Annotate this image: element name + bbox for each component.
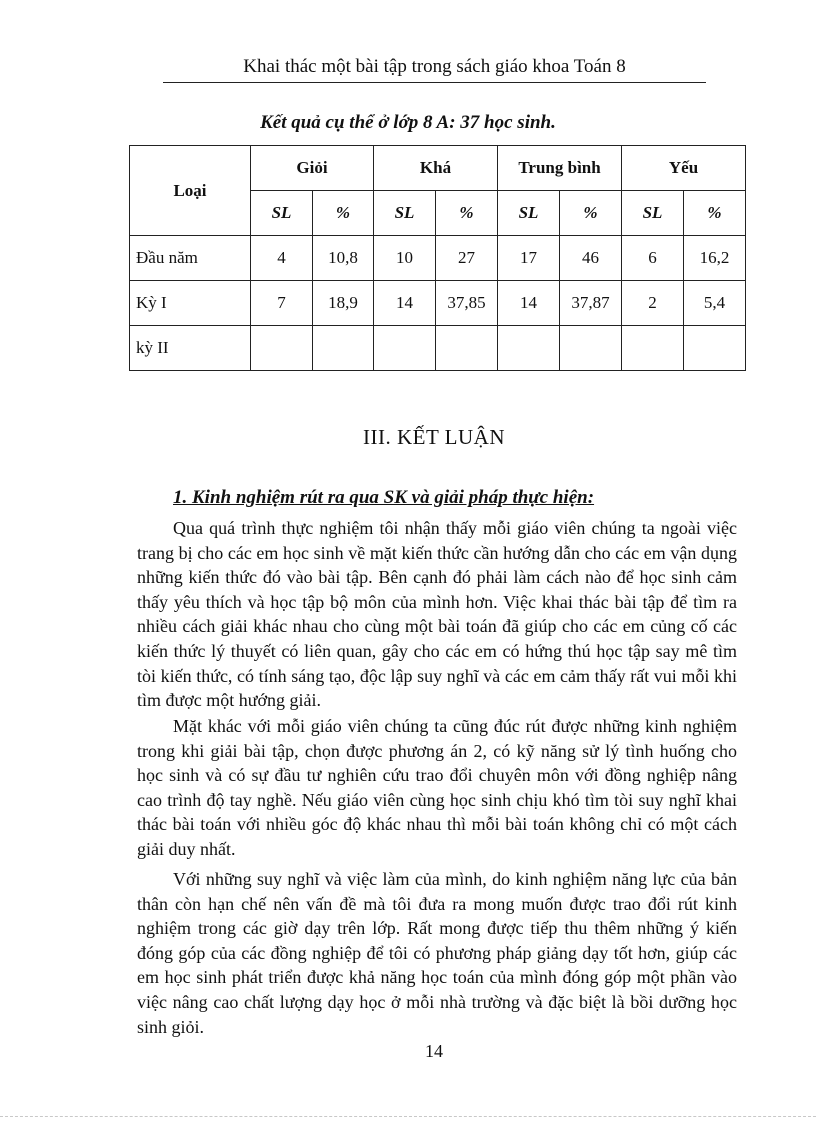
- table-cell: 2: [622, 281, 684, 326]
- table-cell: 16,2: [684, 236, 746, 281]
- table-cell: 6: [622, 236, 684, 281]
- body-paragraph: Với những suy nghĩ và việc làm của mình, do kinh nghiệm năng lực của bản thân còn hạn chế nên vấn đề mà tôi đưa ra mong muốn được trao đổi rút kinh nghiệm trong các giờ dạy trên lớp. Rất mong được tiếp thu thêm những ý kiến đóng góp của các đồng nghiệp để tôi có phương pháp giảng dạy tốt hơn, giúp các em học sinh phát triển được khả năng học toán của mình đóng góp một phần vào việc nâng cao chất lượng dạy học ở mỗi nhà trường và đặc biệt là bồi dưỡng học sinh giỏi.: [137, 869, 737, 1037]
- subsection-heading: 1. Kinh nghiệm rút ra qua SK và giải pháp thực hiện:: [173, 487, 595, 508]
- table-caption: Kết quả cụ thể ở lớp 8 A: 37 học sinh.: [260, 112, 556, 133]
- table-row: [130, 281, 746, 326]
- table-cell: [251, 326, 313, 371]
- table-cell: 14: [498, 281, 560, 326]
- subheader-cell: %: [313, 191, 374, 236]
- table-cell: 14: [374, 281, 436, 326]
- table-group-header-row: [130, 146, 746, 191]
- table-row: [130, 326, 746, 371]
- table-cell: 46: [560, 236, 622, 281]
- subheader-cell: %: [436, 191, 498, 236]
- table-cell: [560, 326, 622, 371]
- table-cell: [436, 326, 498, 371]
- body-paragraph: Qua quá trình thực nghiệm tôi nhận thấy mỗi giáo viên chúng ta ngoài việc trang bị cho các em học sinh về mặt kiến thức cần hướng dẫn cho các em vận dụng những kiến thức đó vào bài tập. Bên cạnh đó phải làm cách nào để học sinh cảm thấy yêu thích và học tập bộ môn của mình hơn. Việc khai thác bài tập để tìm ra nhiều cách giải khác nhau cho cùng một bài toán đã giúp cho các em củng cố các kiến thức lý thuyết có liên quan, gây cho các em có hứng thú học tập say mê tìm tòi kiến thức, có tính sáng tạo, độc lập suy nghĩ và các em cảm thấy rất vui mỗi khi tìm được một hướng giải.: [137, 518, 737, 711]
- results-table: [129, 145, 746, 371]
- table-cell: 17: [498, 236, 560, 281]
- row-label: kỳ II: [130, 326, 251, 371]
- table-cell: [684, 326, 746, 371]
- page-bottom-divider: [0, 1116, 816, 1117]
- table-cell: 7: [251, 281, 313, 326]
- row-label: Đầu năm: [130, 236, 251, 281]
- page-number: 14: [425, 1041, 443, 1061]
- group-header: Giỏi: [251, 146, 374, 191]
- group-header: Khá: [374, 146, 498, 191]
- table-cell: 10: [374, 236, 436, 281]
- table-cell: [622, 326, 684, 371]
- table-cell: 27: [436, 236, 498, 281]
- subheader-cell: SL: [251, 191, 313, 236]
- table-row: [130, 236, 746, 281]
- group-header: Trung bình: [498, 146, 622, 191]
- subheader-cell: %: [684, 191, 746, 236]
- table-cell: 18,9: [313, 281, 374, 326]
- subheader-cell: %: [560, 191, 622, 236]
- table-cell: 4: [251, 236, 313, 281]
- row-label: Kỳ I: [130, 281, 251, 326]
- subheader-cell: SL: [374, 191, 436, 236]
- table-cell: 37,85: [436, 281, 498, 326]
- section-title: III. KẾT LUẬN: [363, 425, 505, 449]
- subheader-cell: SL: [622, 191, 684, 236]
- page-header: Khai thác một bài tập trong sách giáo khoa Toán 8: [163, 54, 706, 83]
- table-cell: [374, 326, 436, 371]
- table-cell: 10,8: [313, 236, 374, 281]
- table-cell: [498, 326, 560, 371]
- body-paragraph: Mặt khác với mỗi giáo viên chúng ta cũng đúc rút được những kinh nghiệm trong khi giải bài tập, chọn được phương án 2, có kỹ năng sử lý tình huống cho học sinh và có sự đầu tư nghiên cứu trao đổi chuyên môn với đồng nghiệp nâng cao trình độ tay nghề. Nếu giáo viên cùng học sinh chịu khó tìm tòi suy nghĩ khai thác bài toán với nhiều góc độ khác nhau thì mỗi bài toán không chỉ có một cách giải duy nhất.: [137, 716, 737, 859]
- table-cell: 37,87: [560, 281, 622, 326]
- type-header: Loại: [130, 146, 251, 236]
- subheader-cell: SL: [498, 191, 560, 236]
- table-cell: 5,4: [684, 281, 746, 326]
- table-cell: [313, 326, 374, 371]
- group-header: Yếu: [622, 146, 746, 191]
